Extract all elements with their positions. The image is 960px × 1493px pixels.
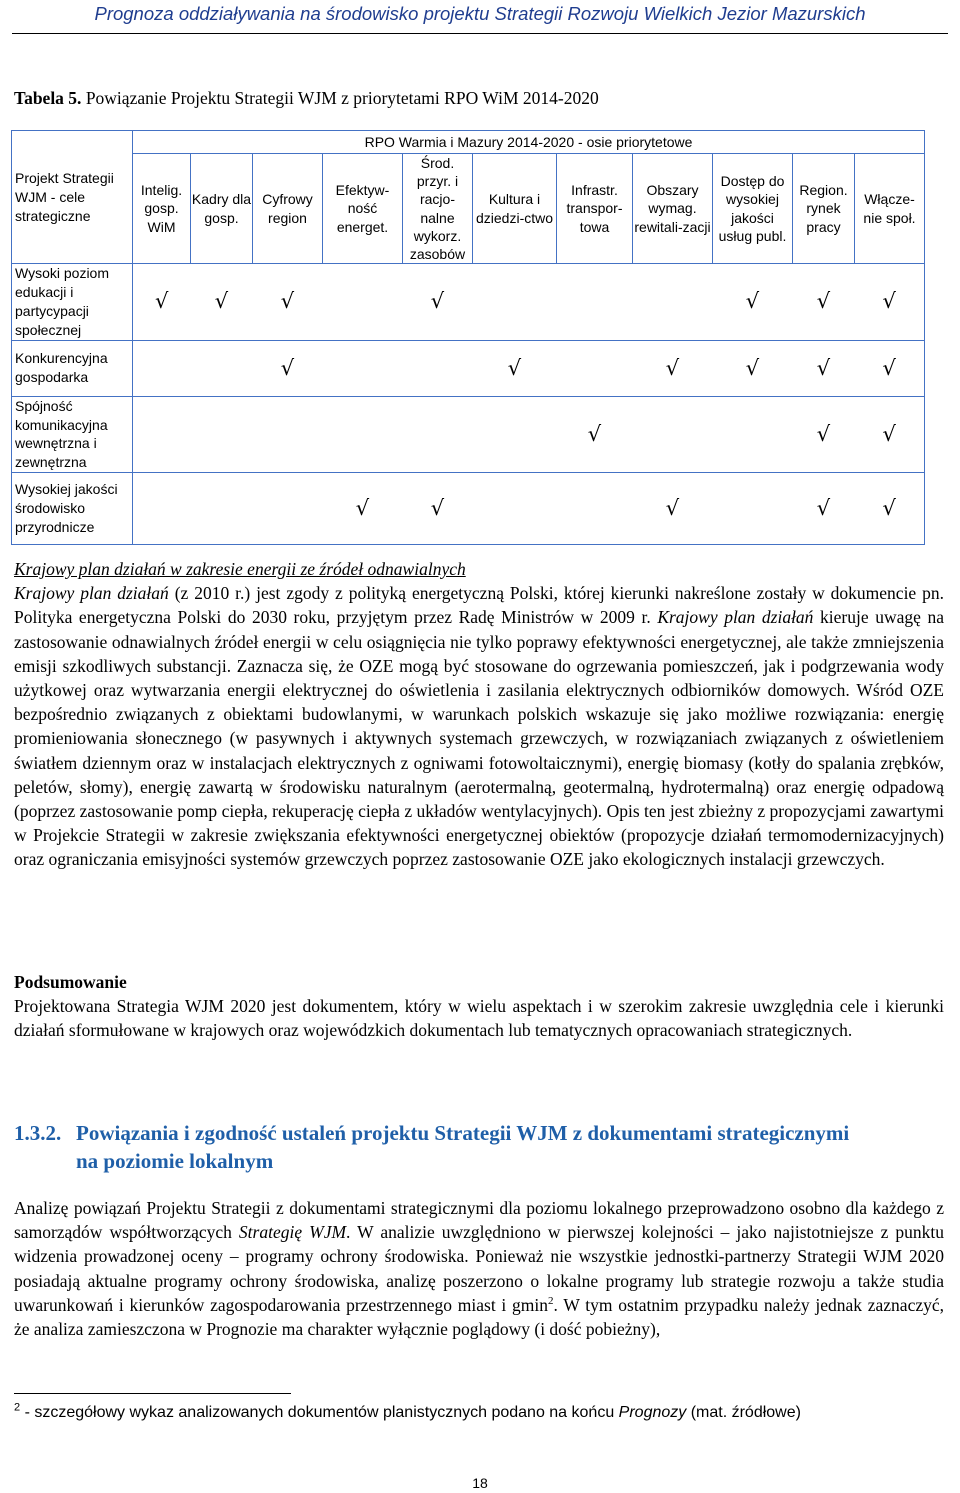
check-mark-icon: √	[816, 289, 831, 314]
relation-cell	[323, 340, 403, 396]
relation-cell	[253, 264, 323, 341]
relation-cell	[403, 396, 473, 473]
priority-axis-header	[323, 154, 403, 264]
summary-paragraph: Projektowana Strategia WJM 2020 jest dokumentem, który w wielu aspektach i w szerokim zakresie uwzględnia cele i kierunki działań sformułowane w krajowych oraz wojewódzkich dokumentach lub tematycznych opracowaniach strategicznych.	[14, 996, 944, 1041]
check-mark-icon: √	[430, 289, 445, 314]
relation-cell	[633, 473, 713, 545]
footnote-rule	[14, 1393, 291, 1394]
relation-cell	[253, 396, 323, 473]
relation-cell	[473, 264, 557, 341]
relation-cell	[713, 396, 793, 473]
relation-cell	[793, 473, 855, 545]
check-mark-icon: √	[745, 289, 760, 314]
local-analysis-paragraph: Analizę powiązań Projektu Strategii z dokumentami strategicznymi dla poziomu lokalnego przeprowadzono osobno dla każdego z samorządów współtworzących Strategię WJM. W analizie uwzględniono w pierwszej kolejności – jako najistotniejsze z punktu widzenia prowadzonej oceny – programy ochrony środowiska. Ponieważ nie wszystkie jednostki-partnerzy Strategii WJM 2020 posiadają aktualne programy ochrony środowiska, analizę poszerzono o lokalne programy lub strategie rozwoju a także studia uwarunkowań i kierunków zagospodarowania przestrzennego miast i gmin$^2$. W tym ostatnim przypadku należy jednak zaznaczyć, że analiza zamieszczona w Prognozie ma charakter wyłącznie poglądowy (i dość pobieżny),	[14, 1198, 944, 1340]
renewables-heading: Krajowy plan działań w zakresie energii ze źródeł odnawialnych	[14, 559, 466, 579]
relation-cell	[133, 396, 191, 473]
relation-cell	[191, 473, 253, 545]
relation-cell	[403, 473, 473, 545]
priority-axis-label: Intelig. gosp. WiM	[140, 182, 183, 235]
caption-label: Tabela 5.	[14, 88, 82, 108]
table-caption	[14, 88, 599, 109]
check-mark-icon: √	[882, 289, 896, 314]
relation-cell	[713, 264, 793, 341]
priority-axis-label: Infrastr. transpor-towa	[566, 182, 623, 235]
priority-axis-label: Kultura i dziedzi-ctwo	[475, 191, 554, 226]
relation-cell	[323, 396, 403, 473]
check-mark-icon: √	[665, 496, 680, 521]
summary-heading: Podsumowanie	[14, 972, 127, 992]
priority-axis-header	[793, 154, 855, 264]
priority-axis-header	[557, 154, 633, 264]
relation-cell	[557, 473, 633, 545]
relation-cell	[557, 340, 633, 396]
table-row	[12, 340, 925, 396]
priority-axis-header	[473, 154, 557, 264]
section-local-analysis	[14, 1196, 944, 1341]
check-mark-icon: √	[882, 355, 896, 380]
page-number: 18	[472, 1475, 488, 1491]
strategic-goal-cell: Wysokiej jakości środowisko przyrodnicze	[12, 473, 133, 545]
table-row	[12, 264, 925, 341]
priority-axis-label: Cyfrowy region	[262, 191, 313, 226]
check-mark-icon: √	[816, 355, 831, 380]
priority-axis-label: Region. rynek pracy	[799, 182, 848, 235]
priority-axis-header	[403, 154, 473, 264]
relation-cell	[323, 264, 403, 341]
relation-cell	[855, 473, 925, 545]
check-mark-icon: √	[155, 289, 169, 314]
relation-cell	[633, 340, 713, 396]
priority-axis-label: Środ. przyr. i racjo-nalne wykorz. zasobów	[409, 155, 466, 262]
priorities-relation-table	[11, 130, 925, 545]
section-number: 1.3.2.	[14, 1121, 62, 1145]
priority-axis-label: Efektyw-ność energet.	[335, 182, 390, 235]
relation-cell	[403, 264, 473, 341]
relation-cell	[133, 473, 191, 545]
running-header: Prognoza oddziaływania na środowisko projektu Strategii Rozwoju Wielkich Jezior Mazurskich	[94, 3, 866, 24]
section-heading-1-3-2	[14, 1119, 949, 1175]
priority-axis-header	[713, 154, 793, 264]
relation-cell	[473, 396, 557, 473]
footnote-ref: 2	[548, 1294, 554, 1307]
relation-cell	[633, 396, 713, 473]
footnote: $^2$ - szczegółowy wykaz analizowanych dokumentów planistycznych podano na końcu Prognozy (mat. źródłowe)	[14, 1401, 801, 1421]
priority-axis-label: Obszary wymag. rewitali-zacji	[634, 182, 711, 235]
relation-cell	[793, 396, 855, 473]
priority-axis-label: Włącze-nie społ.	[863, 191, 916, 226]
relation-cell	[253, 473, 323, 545]
check-mark-icon: √	[816, 421, 831, 446]
header-rule	[12, 33, 948, 34]
relation-cell	[253, 340, 323, 396]
rpo-priorities-header: RPO Warmia i Mazury 2014-2020 - osie priorytetowe	[133, 131, 925, 154]
relation-cell	[713, 473, 793, 545]
section-renewables	[14, 557, 944, 872]
table-row	[12, 473, 925, 545]
section-summary	[14, 970, 944, 1043]
priority-axis-label: Dostęp do wysokiej jakości usług publ.	[718, 173, 787, 244]
relation-cell	[855, 264, 925, 341]
relation-cell	[633, 264, 713, 341]
strategic-goal-cell: Spójność komunikacyjna wewnętrzna i zewnętrzna	[12, 396, 133, 473]
check-mark-icon: √	[587, 421, 602, 446]
relation-cell	[191, 340, 253, 396]
relation-cell	[793, 340, 855, 396]
check-mark-icon: √	[355, 496, 370, 521]
relation-cell	[473, 340, 557, 396]
priority-axis-header	[133, 154, 191, 264]
relation-cell	[133, 264, 191, 341]
table-corner-header: Projekt Strategii WJM - cele strategiczne	[12, 131, 133, 264]
section-title-line2: na poziomie lokalnym	[76, 1149, 274, 1173]
priority-axis-header	[633, 154, 713, 264]
relation-cell	[855, 340, 925, 396]
priority-axis-header	[191, 154, 253, 264]
relation-cell	[557, 396, 633, 473]
strategic-goal-cell: Konkurencyjna gospodarka	[12, 340, 133, 396]
priority-axis-header	[253, 154, 323, 264]
relation-cell	[323, 473, 403, 545]
check-mark-icon: √	[430, 496, 445, 521]
relation-cell	[191, 396, 253, 473]
relation-cell	[713, 340, 793, 396]
priority-axis-header	[855, 154, 925, 264]
check-mark-icon: √	[816, 496, 831, 521]
check-mark-icon: √	[882, 421, 896, 446]
check-mark-icon: √	[745, 355, 760, 380]
relation-cell	[855, 396, 925, 473]
relation-cell	[403, 340, 473, 396]
check-mark-icon: √	[214, 289, 229, 314]
check-mark-icon: √	[665, 355, 680, 380]
strategic-goal-cell: Wysoki poziom edukacji i partycypacji społecznej	[12, 264, 133, 341]
table-row	[12, 396, 925, 473]
section-title-line1: Powiązania i zgodność ustaleń projektu Strategii WJM z dokumentami strategicznymi	[76, 1121, 850, 1145]
check-mark-icon: √	[280, 289, 295, 314]
relation-cell	[191, 264, 253, 341]
check-mark-icon: √	[507, 355, 522, 380]
relation-cell	[557, 264, 633, 341]
caption-text: Powiązanie Projektu Strategii WJM z priorytetami RPO WiM 2014-2020	[81, 88, 599, 108]
relation-cell	[793, 264, 855, 341]
relation-cell	[473, 473, 557, 545]
footnote-mark: 2	[14, 1401, 21, 1414]
priority-axis-label: Kadry dla gosp.	[191, 191, 252, 226]
relation-cell	[133, 340, 191, 396]
check-mark-icon: √	[882, 496, 896, 521]
check-mark-icon: √	[280, 355, 295, 380]
renewables-paragraph: Krajowy plan działań (z 2010 r.) jest zgody z polityką energetyczną Polski, której kierunki nakreślone zostały w dokumencie pn. Polityka energetyczna Polski do 2030 roku, przyjętym przez Radę Ministrów w 2009 r. Krajowy plan działań kieruje uwagę na zastosowanie odnawialnych źródeł energii w celu osiągnięcia nie tylko poprawy efektywności energetycznej, ale także zmniejszenia emisji szkodliwych substancji. Zaznacza się, że OZE mogą być stosowane do ogrzewania pomieszczeń, jak i podgrzewania wody użytkowej oraz wytwarzania energii elektrycznej do oświetlenia i zasilania elektrycznych odbiorników domowych. Wśród OZE bezpośrednio związanych z obiektami budowlanymi, w warunkach polskich wskazuje się jako możliwe rozwiązania: energię promieniowania słonecznego (w pasywnych i aktywnych systemach grzewczych, w rozwiązaniach związanych z oświetleniem światłem dziennym oraz w instalacjach elektrycznych z ogniwami fotowoltaicznymi), energię biomasy (kotły do spalania zrębków, peletów, słomy), energię zawartą w środowisku naturalnym (aerotermalną, geotermalną, hydrotermalną) oraz energię odpadową (poprzez zastosowanie pomp ciepła, rekuperację ciepła z układów wentylacyjnych). Opis ten jest zbieżny z propozycjami zawartymi w Projekcie Strategii w zakresie zwiększania efektywności energetycznej obiektów (propozycje działań termomodernizacyjnych) oraz ograniczania emisyjności systemów grzewczych poprzez zastosowanie OZE jako ekologicznych instalacji grzewczych.	[14, 583, 944, 870]
